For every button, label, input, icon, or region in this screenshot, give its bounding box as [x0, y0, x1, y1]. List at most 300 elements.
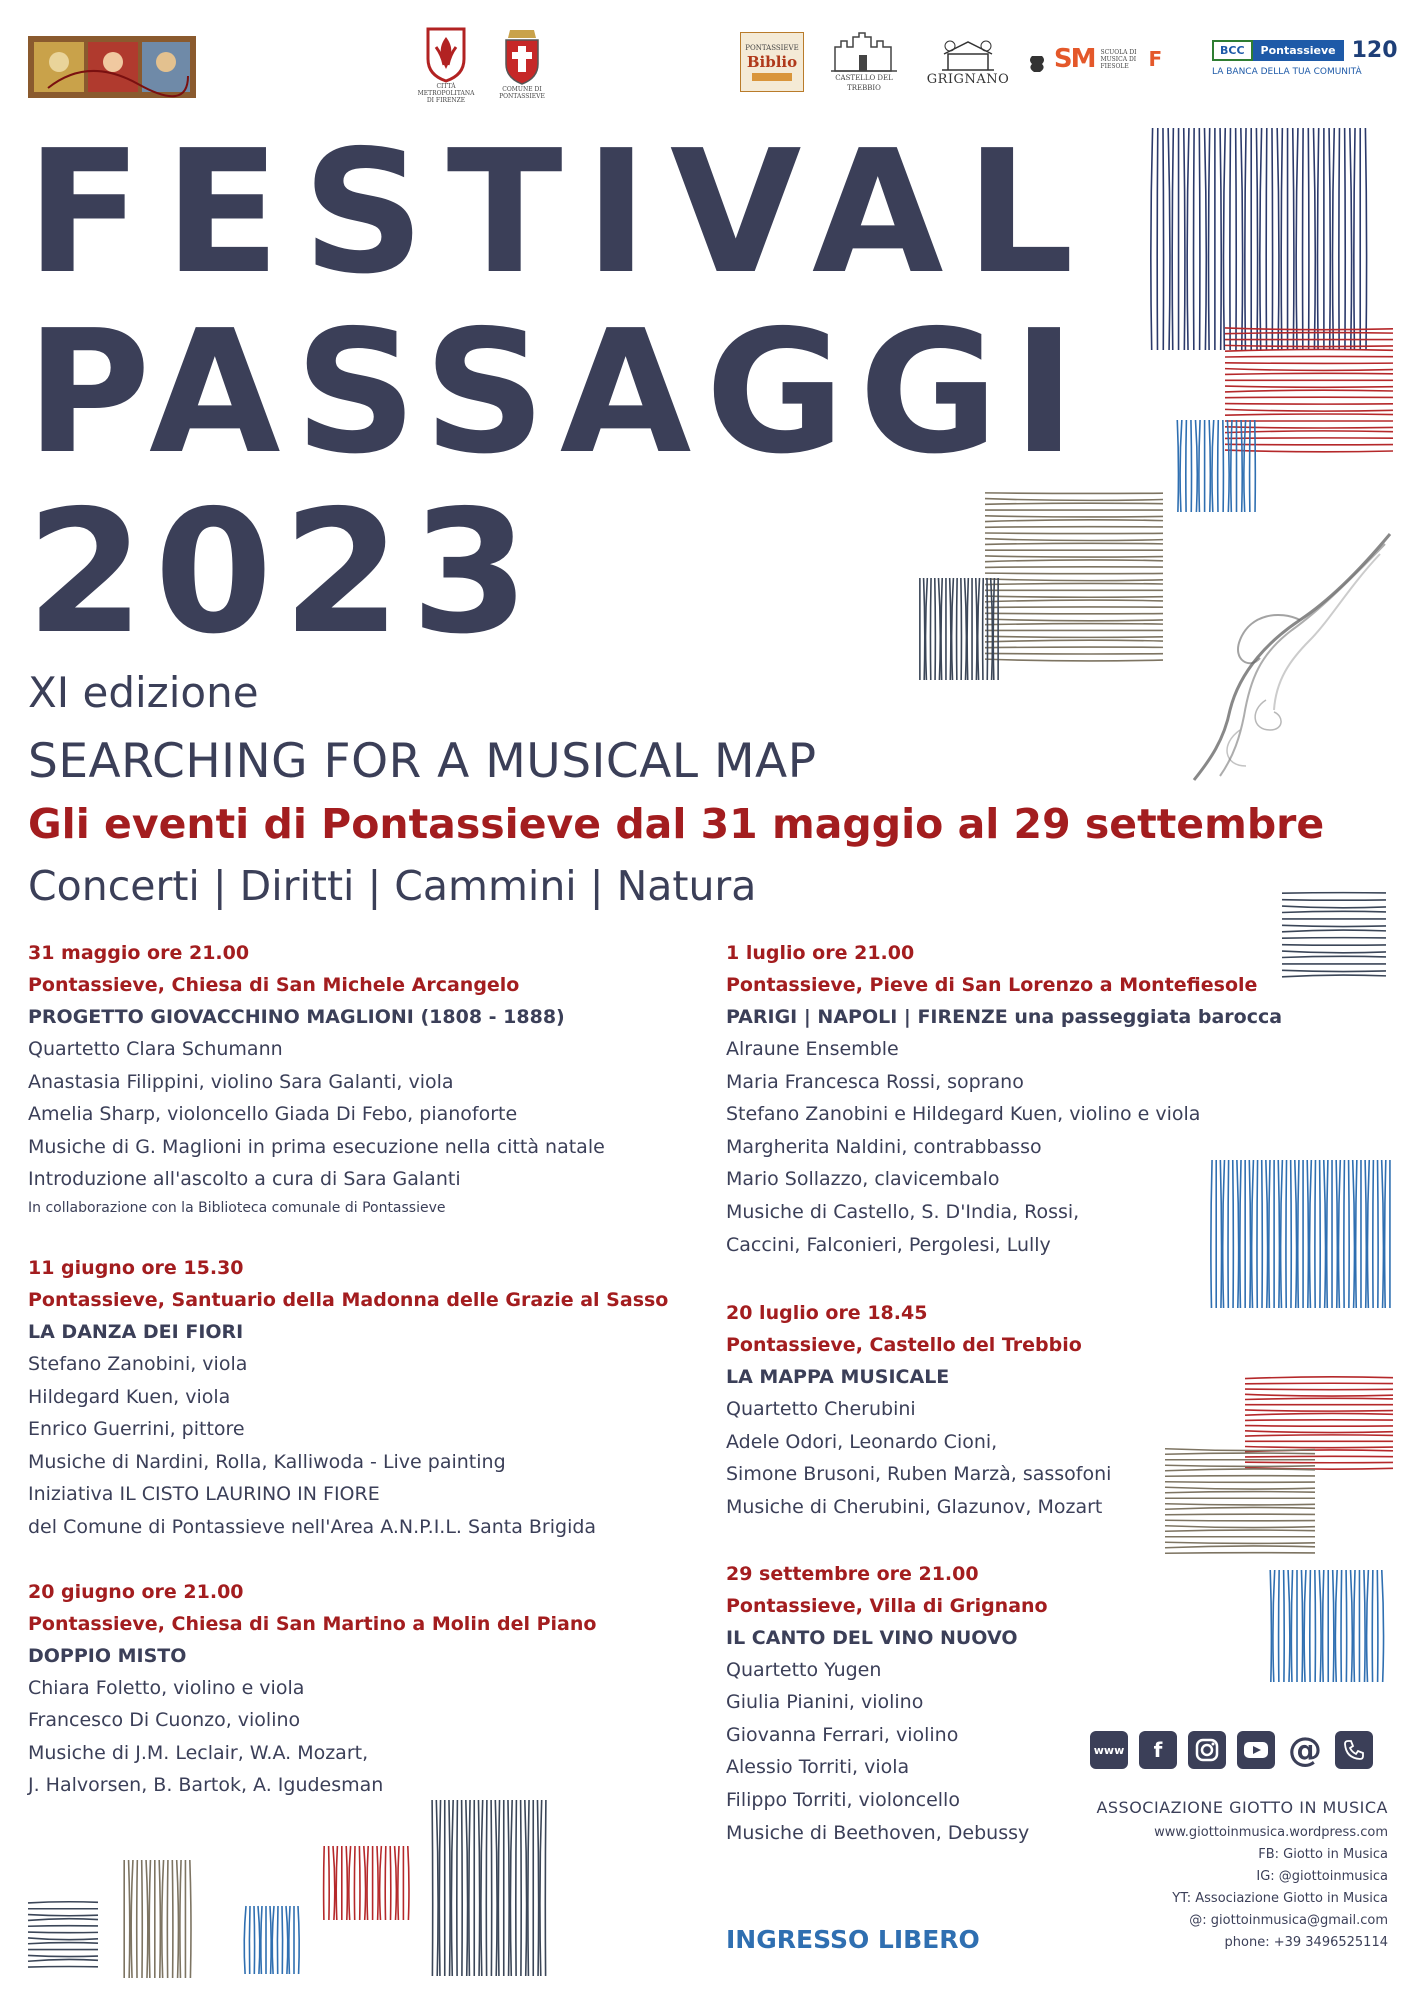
patch-stroke: [1241, 420, 1242, 512]
patch-stroke: [1308, 128, 1309, 350]
patch-stroke: [1314, 128, 1316, 350]
patch-stroke: [1293, 128, 1294, 350]
patch-stroke: [985, 573, 1163, 574]
event-20-giugno: [28, 1576, 668, 1802]
patch-stroke: [1281, 128, 1282, 350]
patch-stroke: [985, 579, 1163, 581]
giotto-painting-icon: [28, 36, 196, 98]
patch-stroke: [131, 1860, 133, 1978]
website-icon[interactable]: www: [1090, 1731, 1128, 1769]
patch-stroke: [1157, 128, 1158, 350]
patch-stroke: [1196, 420, 1198, 512]
patch-stroke: [1225, 349, 1393, 351]
event-line: Musiche di Castello, S. D'India, Rossi,: [726, 1200, 1080, 1223]
event-line: Quartetto Yugen: [726, 1658, 882, 1681]
comune-pontassieve-logo: [494, 20, 550, 108]
email-icon[interactable]: @: [1288, 1730, 1322, 1770]
bcc-number: 120: [1351, 38, 1398, 63]
line-patch: [1177, 420, 1255, 512]
event-11-giugno: [28, 1252, 668, 1544]
event-line: Giovanna Ferrari, violino: [726, 1723, 959, 1746]
patch-stroke: [1266, 128, 1267, 350]
patch-stroke: [985, 583, 1163, 584]
event-date: 20 giugno ore 21.00: [28, 1580, 244, 1603]
patch-stroke: [985, 516, 1163, 517]
scuola-musica-fiesole-logo: [1022, 36, 1166, 82]
title-line-year: 2023: [26, 474, 540, 672]
patch-stroke: [1205, 128, 1207, 350]
event-title: DOPPIO MISTO: [28, 1644, 187, 1667]
patch-stroke: [1245, 128, 1246, 350]
phone-icon[interactable]: [1335, 1731, 1373, 1769]
patch-stroke: [336, 1846, 337, 1920]
grignano-logo: [928, 28, 1008, 94]
patch-stroke: [1225, 386, 1393, 387]
patch-stroke: [408, 1846, 409, 1920]
patch-stroke: [985, 533, 1163, 534]
organization-name: ASSOCIAZIONE GIOTTO IN MUSICA: [1096, 1798, 1388, 1817]
patch-stroke: [985, 607, 1163, 608]
line-patch: [1151, 128, 1367, 350]
event-date: 29 settembre ore 21.00: [726, 1562, 979, 1585]
patch-stroke: [985, 640, 1163, 642]
patch-stroke: [298, 1906, 299, 1974]
patch-stroke: [1329, 128, 1330, 350]
patch-stroke: [28, 1943, 98, 1944]
patch-stroke: [1345, 128, 1346, 350]
event-line: Musiche di Beethoven, Debussy: [726, 1821, 1030, 1844]
line-patch: [985, 493, 1163, 661]
patch-stroke: [1350, 128, 1352, 350]
event-line: Chiara Foletto, violino e viola: [28, 1676, 305, 1699]
patch-stroke: [270, 1906, 271, 1974]
patch-stroke: [1339, 128, 1340, 350]
bcc-tagline: LA BANCA DELLA TUA COMUNITÀ: [1212, 67, 1362, 77]
patch-stroke: [1282, 930, 1386, 932]
patch-stroke: [1260, 128, 1262, 350]
event-place: Pontassieve, Castello del Trebbio: [726, 1334, 1082, 1357]
biblio-main-text: Biblio: [746, 53, 798, 71]
patch-stroke: [1282, 925, 1386, 926]
patch-stroke: [924, 578, 925, 680]
patch-stroke: [987, 578, 988, 680]
event-line: Introduzione all'ascolto a cura di Sara Galanti: [28, 1168, 461, 1191]
dates-label: Gli eventi di Pontassieve dal 31 maggio al 29 settembre: [28, 800, 1325, 848]
patch-stroke: [142, 1860, 143, 1978]
event-line: J. Halvorsen, B. Bartok, A. Igudesman: [28, 1774, 384, 1797]
patch-stroke: [159, 1860, 160, 1978]
citta-metropolitana-text: CITTÀ METROPOLITANA DI FIRENZE: [417, 82, 475, 104]
patch-stroke: [180, 1860, 181, 1978]
patch-stroke: [1303, 128, 1304, 350]
event-1-luglio: [726, 937, 1366, 1261]
events-column-left: [28, 937, 668, 1834]
bcc-name: Pontassieve: [1253, 40, 1344, 61]
patch-stroke: [1282, 900, 1386, 901]
patch-stroke: [172, 1860, 173, 1978]
patch-stroke: [1194, 128, 1195, 350]
patch-stroke: [1225, 356, 1393, 357]
patch-stroke: [930, 578, 931, 680]
patch-stroke: [1177, 420, 1178, 512]
patch-stroke: [1168, 128, 1170, 350]
patch-stroke: [1244, 420, 1246, 512]
patch-stroke: [991, 578, 993, 680]
patch-stroke: [190, 1860, 191, 1978]
patch-stroke: [1272, 128, 1273, 350]
patch-stroke: [1180, 420, 1182, 512]
patch-stroke: [28, 1926, 98, 1927]
patch-stroke: [258, 1906, 260, 1974]
event-date: 20 luglio ore 18.45: [726, 1302, 928, 1325]
event-title: PARIGI | NAPOLI | FIRENZE una passeggiata barocca: [726, 1006, 1283, 1028]
patch-stroke: [1382, 1570, 1384, 1682]
patch-stroke: [364, 1846, 366, 1920]
patch-stroke: [324, 1846, 325, 1920]
patch-stroke: [346, 1846, 347, 1920]
event-line: Quartetto Cherubini: [726, 1398, 916, 1421]
patch-stroke: [28, 1932, 98, 1933]
patch-stroke: [985, 499, 1163, 501]
topics-label: Concerti | Diritti | Cammini | Natura: [28, 862, 757, 910]
patch-stroke: [950, 578, 951, 680]
patch-stroke: [985, 659, 1163, 661]
patch-stroke: [1225, 333, 1393, 334]
patch-stroke: [1385, 1160, 1386, 1308]
event-line: Maria Francesca Rossi, soprano: [726, 1070, 1024, 1093]
event-date: 31 maggio ore 21.00: [28, 942, 250, 964]
patch-stroke: [354, 1846, 355, 1920]
event-place: Pontassieve, Chiesa di San Martino a Molin del Piano: [28, 1612, 597, 1635]
patch-stroke: [1225, 450, 1393, 452]
event-line: Filippo Torriti, violoncello: [726, 1788, 960, 1811]
patch-stroke: [1186, 420, 1187, 512]
event-place: Pontassieve, Pieve di San Lorenzo a Montefiesole: [726, 974, 1258, 996]
event-line: Margherita Naldini, contrabbasso: [726, 1135, 1042, 1158]
event-title: LA MAPPA MUSICALE: [726, 1366, 950, 1389]
patch-stroke: [1225, 373, 1393, 374]
patch-stroke: [1318, 128, 1319, 350]
patch-stroke: [985, 543, 1163, 544]
patch-stroke: [978, 578, 980, 680]
website-link[interactable]: www.giottoinmusica.wordpress.com: [1154, 1825, 1388, 1840]
patch-stroke: [249, 1906, 250, 1974]
patch-stroke: [177, 1860, 179, 1978]
patch-stroke: [167, 1860, 168, 1978]
patch-stroke: [28, 1919, 98, 1921]
email-address[interactable]: @: giottoinmusica@gmail.com: [1189, 1913, 1388, 1928]
event-line: Adele Odori, Leonardo Cioni,: [726, 1430, 998, 1453]
event-line: Mario Sollazzo, clavicembalo: [726, 1168, 1000, 1191]
patch-stroke: [1187, 128, 1189, 350]
contacts-block: [1096, 1794, 1388, 1954]
patch-stroke: [952, 578, 954, 680]
patch-stroke: [1225, 363, 1393, 364]
patch-stroke: [359, 1846, 360, 1920]
patch-stroke: [1199, 420, 1200, 512]
patch-stroke: [985, 539, 1163, 541]
patch-stroke: [1225, 397, 1393, 398]
youtube-icon[interactable]: [1237, 1731, 1275, 1769]
event-line: Stefano Zanobini, viola: [28, 1352, 248, 1375]
title-line-festival: FESTIVAL: [26, 114, 1096, 312]
event-line: Quartetto Clara Schumann: [28, 1038, 283, 1060]
event-line: Amelia Sharp, violoncello Giada Di Febo, pianoforte: [28, 1103, 518, 1126]
violin-icon: [1026, 44, 1048, 74]
event-line: Stefano Zanobini e Hildegard Kuen, violino e viola: [726, 1103, 1201, 1126]
patch-stroke: [967, 578, 968, 680]
theme-label: SEARCHING FOR A MUSICAL MAP: [28, 734, 817, 789]
patch-stroke: [1151, 128, 1153, 350]
social-icons-row: [1090, 1731, 1373, 1769]
patch-stroke: [1332, 128, 1334, 350]
event-31-maggio: [28, 937, 668, 1220]
line-patch: [124, 1860, 191, 1978]
patch-stroke: [1241, 128, 1243, 350]
patch-stroke: [349, 1846, 351, 1920]
patch-stroke: [261, 1906, 262, 1974]
patch-stroke: [1282, 893, 1386, 894]
patch-stroke: [1225, 369, 1393, 371]
edition-label: XI edizione: [28, 668, 259, 717]
event-line: Simone Brusoni, Ruben Marzà, sassofoni: [726, 1463, 1112, 1486]
giotto-logo: [28, 36, 196, 98]
event-note: In collaborazione con la Biblioteca comunale di Pontassieve: [28, 1199, 446, 1216]
scuola-text: SCUOLA DI MUSICA DI FIESOLE: [1100, 48, 1137, 70]
patch-stroke: [1382, 1160, 1384, 1308]
patch-stroke: [380, 1846, 382, 1920]
patch-stroke: [1225, 414, 1393, 415]
patch-stroke: [1223, 128, 1225, 350]
f-mark-icon: F: [1148, 47, 1163, 71]
patch-stroke: [377, 1846, 378, 1920]
patch-stroke: [985, 503, 1163, 504]
patch-stroke: [146, 1860, 148, 1978]
biblioteca-logo: [740, 32, 804, 92]
patch-stroke: [1212, 420, 1214, 512]
patch-stroke: [28, 1938, 98, 1940]
patch-stroke: [965, 578, 967, 680]
event-line: Hildegard Kuen, viola: [28, 1385, 231, 1408]
patch-stroke: [1184, 128, 1185, 350]
patch-stroke: [1220, 128, 1221, 350]
instagram-icon[interactable]: [1188, 1731, 1226, 1769]
event-title: LA DANZA DEI FIORI: [28, 1320, 244, 1343]
event-line: Alessio Torriti, viola: [726, 1756, 910, 1779]
event-date: 1 luglio ore 21.00: [726, 942, 915, 964]
patch-stroke: [1225, 345, 1393, 346]
patch-stroke: [1223, 420, 1224, 512]
patch-stroke: [993, 578, 994, 680]
patch-stroke: [1209, 128, 1210, 350]
bcc-brand: BCC: [1212, 40, 1253, 61]
patch-stroke: [1225, 431, 1393, 433]
patch-stroke: [926, 578, 928, 680]
patch-stroke: [1172, 128, 1173, 350]
event-line: Anastasia Filippini, violino Sara Galanti, viola: [28, 1070, 454, 1093]
patch-stroke: [957, 578, 958, 680]
patch-stroke: [985, 493, 1163, 494]
patch-stroke: [1378, 1160, 1379, 1308]
phone-number: phone: +39 3496525114: [1224, 1935, 1388, 1950]
patch-stroke: [390, 1846, 391, 1920]
event-line: Iniziativa IL CISTO LAURINO IN FIORE: [28, 1483, 380, 1506]
patch-stroke: [333, 1846, 335, 1920]
patch-stroke: [1372, 1570, 1373, 1682]
patch-stroke: [985, 619, 1163, 621]
patch-stroke: [1250, 420, 1251, 512]
patch-stroke: [1191, 420, 1192, 512]
book-stack-icon: [752, 73, 792, 81]
patch-stroke: [1225, 438, 1393, 439]
patch-stroke: [1225, 427, 1393, 428]
patch-stroke: [1225, 409, 1393, 411]
villa-icon: [938, 36, 998, 72]
event-place: Pontassieve, Villa di Grignano: [726, 1594, 1048, 1617]
patch-stroke: [1354, 128, 1355, 350]
title-line-passaggi: PASSAGGI: [26, 294, 1090, 492]
patch-stroke: [1282, 906, 1386, 908]
patch-stroke: [289, 1906, 290, 1974]
patch-stroke: [1367, 1570, 1369, 1682]
patch-stroke: [1296, 128, 1298, 350]
florence-lily-crest-icon: [424, 25, 468, 83]
bcc-pontassieve-logo: [1212, 38, 1398, 86]
patch-stroke: [395, 1846, 397, 1920]
event-line: Musiche di J.M. Leclair, W.A. Mozart,: [28, 1741, 369, 1764]
smoke-swirl-icon: [1180, 530, 1400, 790]
patch-stroke: [28, 1955, 98, 1956]
patch-stroke: [367, 1846, 368, 1920]
patch-stroke: [1255, 420, 1256, 512]
event-place: Pontassieve, Chiesa di San Michele Arcangelo: [28, 974, 520, 996]
line-patch: [28, 1902, 98, 1967]
patch-stroke: [976, 578, 977, 680]
line-patch: [244, 1906, 299, 1974]
patch-stroke: [1231, 420, 1232, 512]
event-20-luglio: [726, 1297, 1366, 1523]
ingresso-libero-label: INGRESSO LIBERO: [726, 1925, 980, 1954]
patch-stroke: [149, 1860, 150, 1978]
event-title: PROGETTO GIOVACCHINO MAGLIONI (1808 - 1888): [28, 1006, 565, 1028]
event-line: Alraune Ensemble: [726, 1038, 899, 1060]
event-line: Francesco Di Cuonzo, violino: [28, 1709, 301, 1732]
patch-stroke: [985, 613, 1163, 614]
patch-stroke: [985, 653, 1163, 654]
line-patch: [1225, 328, 1393, 452]
patch-stroke: [985, 567, 1163, 568]
castello-trebbio-logo: [818, 28, 910, 94]
patch-stroke: [28, 1966, 98, 1967]
event-title: IL CANTO DEL VINO NUOVO: [726, 1626, 1018, 1649]
patch-stroke: [28, 1902, 98, 1903]
patch-stroke: [1367, 1160, 1369, 1308]
patch-stroke: [985, 636, 1163, 637]
patch-stroke: [254, 1906, 255, 1974]
patch-stroke: [329, 1846, 330, 1920]
patch-stroke: [1282, 911, 1386, 912]
event-line: Caccini, Falconieri, Pergolesi, Lully: [726, 1233, 1051, 1256]
patch-stroke: [985, 624, 1163, 625]
patch-stroke: [961, 578, 962, 680]
patch-stroke: [1225, 390, 1393, 392]
patch-stroke: [1256, 128, 1257, 350]
castle-icon: [829, 29, 899, 73]
patch-stroke: [983, 578, 984, 680]
patch-stroke: [398, 1846, 399, 1920]
event-place: Pontassieve, Santuario della Madonna delle Grazie al Sasso: [28, 1288, 669, 1311]
patch-stroke: [1225, 328, 1393, 330]
patch-stroke: [28, 1959, 98, 1961]
patch-stroke: [985, 556, 1163, 557]
comune-text: COMUNE DI PONTASSIEVE: [499, 86, 545, 100]
event-line: Musiche di G. Maglioni in prima esecuzione nella città natale: [28, 1135, 605, 1158]
patch-stroke: [985, 596, 1163, 597]
patch-stroke: [985, 560, 1163, 562]
patch-stroke: [985, 520, 1163, 522]
patch-stroke: [277, 1906, 278, 1974]
patch-stroke: [137, 1860, 138, 1978]
youtube-handle: YT: Associazione Giotto in Musica: [1172, 1891, 1388, 1906]
line-patch: [324, 1846, 409, 1920]
patch-stroke: [1377, 1570, 1378, 1682]
patch-stroke: [1365, 128, 1366, 350]
patch-stroke: [286, 1906, 288, 1974]
patch-stroke: [985, 527, 1163, 528]
patch-stroke: [985, 600, 1163, 602]
patch-stroke: [244, 1906, 246, 1974]
event-line: Musiche di Cherubini, Glazunov, Mozart: [726, 1495, 1103, 1518]
facebook-handle: FB: Giotto in Musica: [1258, 1847, 1388, 1862]
patch-stroke: [1225, 444, 1393, 445]
patch-stroke: [282, 1906, 283, 1974]
facebook-icon[interactable]: f: [1139, 1731, 1177, 1769]
patch-stroke: [1227, 420, 1229, 512]
patch-stroke: [28, 1915, 98, 1916]
event-line: Enrico Guerrini, pittore: [28, 1418, 245, 1441]
patch-stroke: [129, 1860, 130, 1978]
patch-stroke: [1209, 420, 1210, 512]
instagram-handle: IG: @giottoinmusica: [1256, 1869, 1388, 1884]
sm-mark-icon: SM: [1053, 44, 1095, 74]
patch-stroke: [272, 1906, 274, 1974]
patch-stroke: [935, 578, 936, 680]
patch-stroke: [1225, 404, 1393, 405]
event-line: Giulia Pianini, violino: [726, 1691, 924, 1714]
patch-stroke: [941, 578, 942, 680]
patch-stroke: [985, 647, 1163, 648]
event-date: 11 giugno ore 15.30: [28, 1256, 244, 1279]
patch-stroke: [1277, 128, 1279, 350]
grignano-text: GRIGNANO: [926, 71, 1010, 87]
patch-stroke: [1163, 128, 1164, 350]
event-line: del Comune di Pontassieve nell'Area A.N.P.I.L. Santa Brigida: [28, 1515, 597, 1538]
line-patch: [920, 578, 998, 680]
patch-stroke: [939, 578, 941, 680]
comune-crest-icon: [500, 28, 544, 86]
patch-stroke: [1199, 128, 1200, 350]
patch-stroke: [1218, 420, 1219, 512]
patch-stroke: [1236, 128, 1237, 350]
citta-metropolitana-logo: [414, 20, 478, 108]
patch-stroke: [1230, 128, 1231, 350]
biblio-top-text: PONTASSIEVE: [745, 44, 799, 52]
patch-stroke: [1373, 1160, 1374, 1308]
castello-text: CASTELLO DEL TREBBIO: [835, 74, 893, 92]
patch-stroke: [385, 1846, 386, 1920]
patch-stroke: [162, 1860, 164, 1978]
event-line: Musiche di Nardini, Rolla, Kalliwoda - Live painting: [28, 1450, 506, 1473]
